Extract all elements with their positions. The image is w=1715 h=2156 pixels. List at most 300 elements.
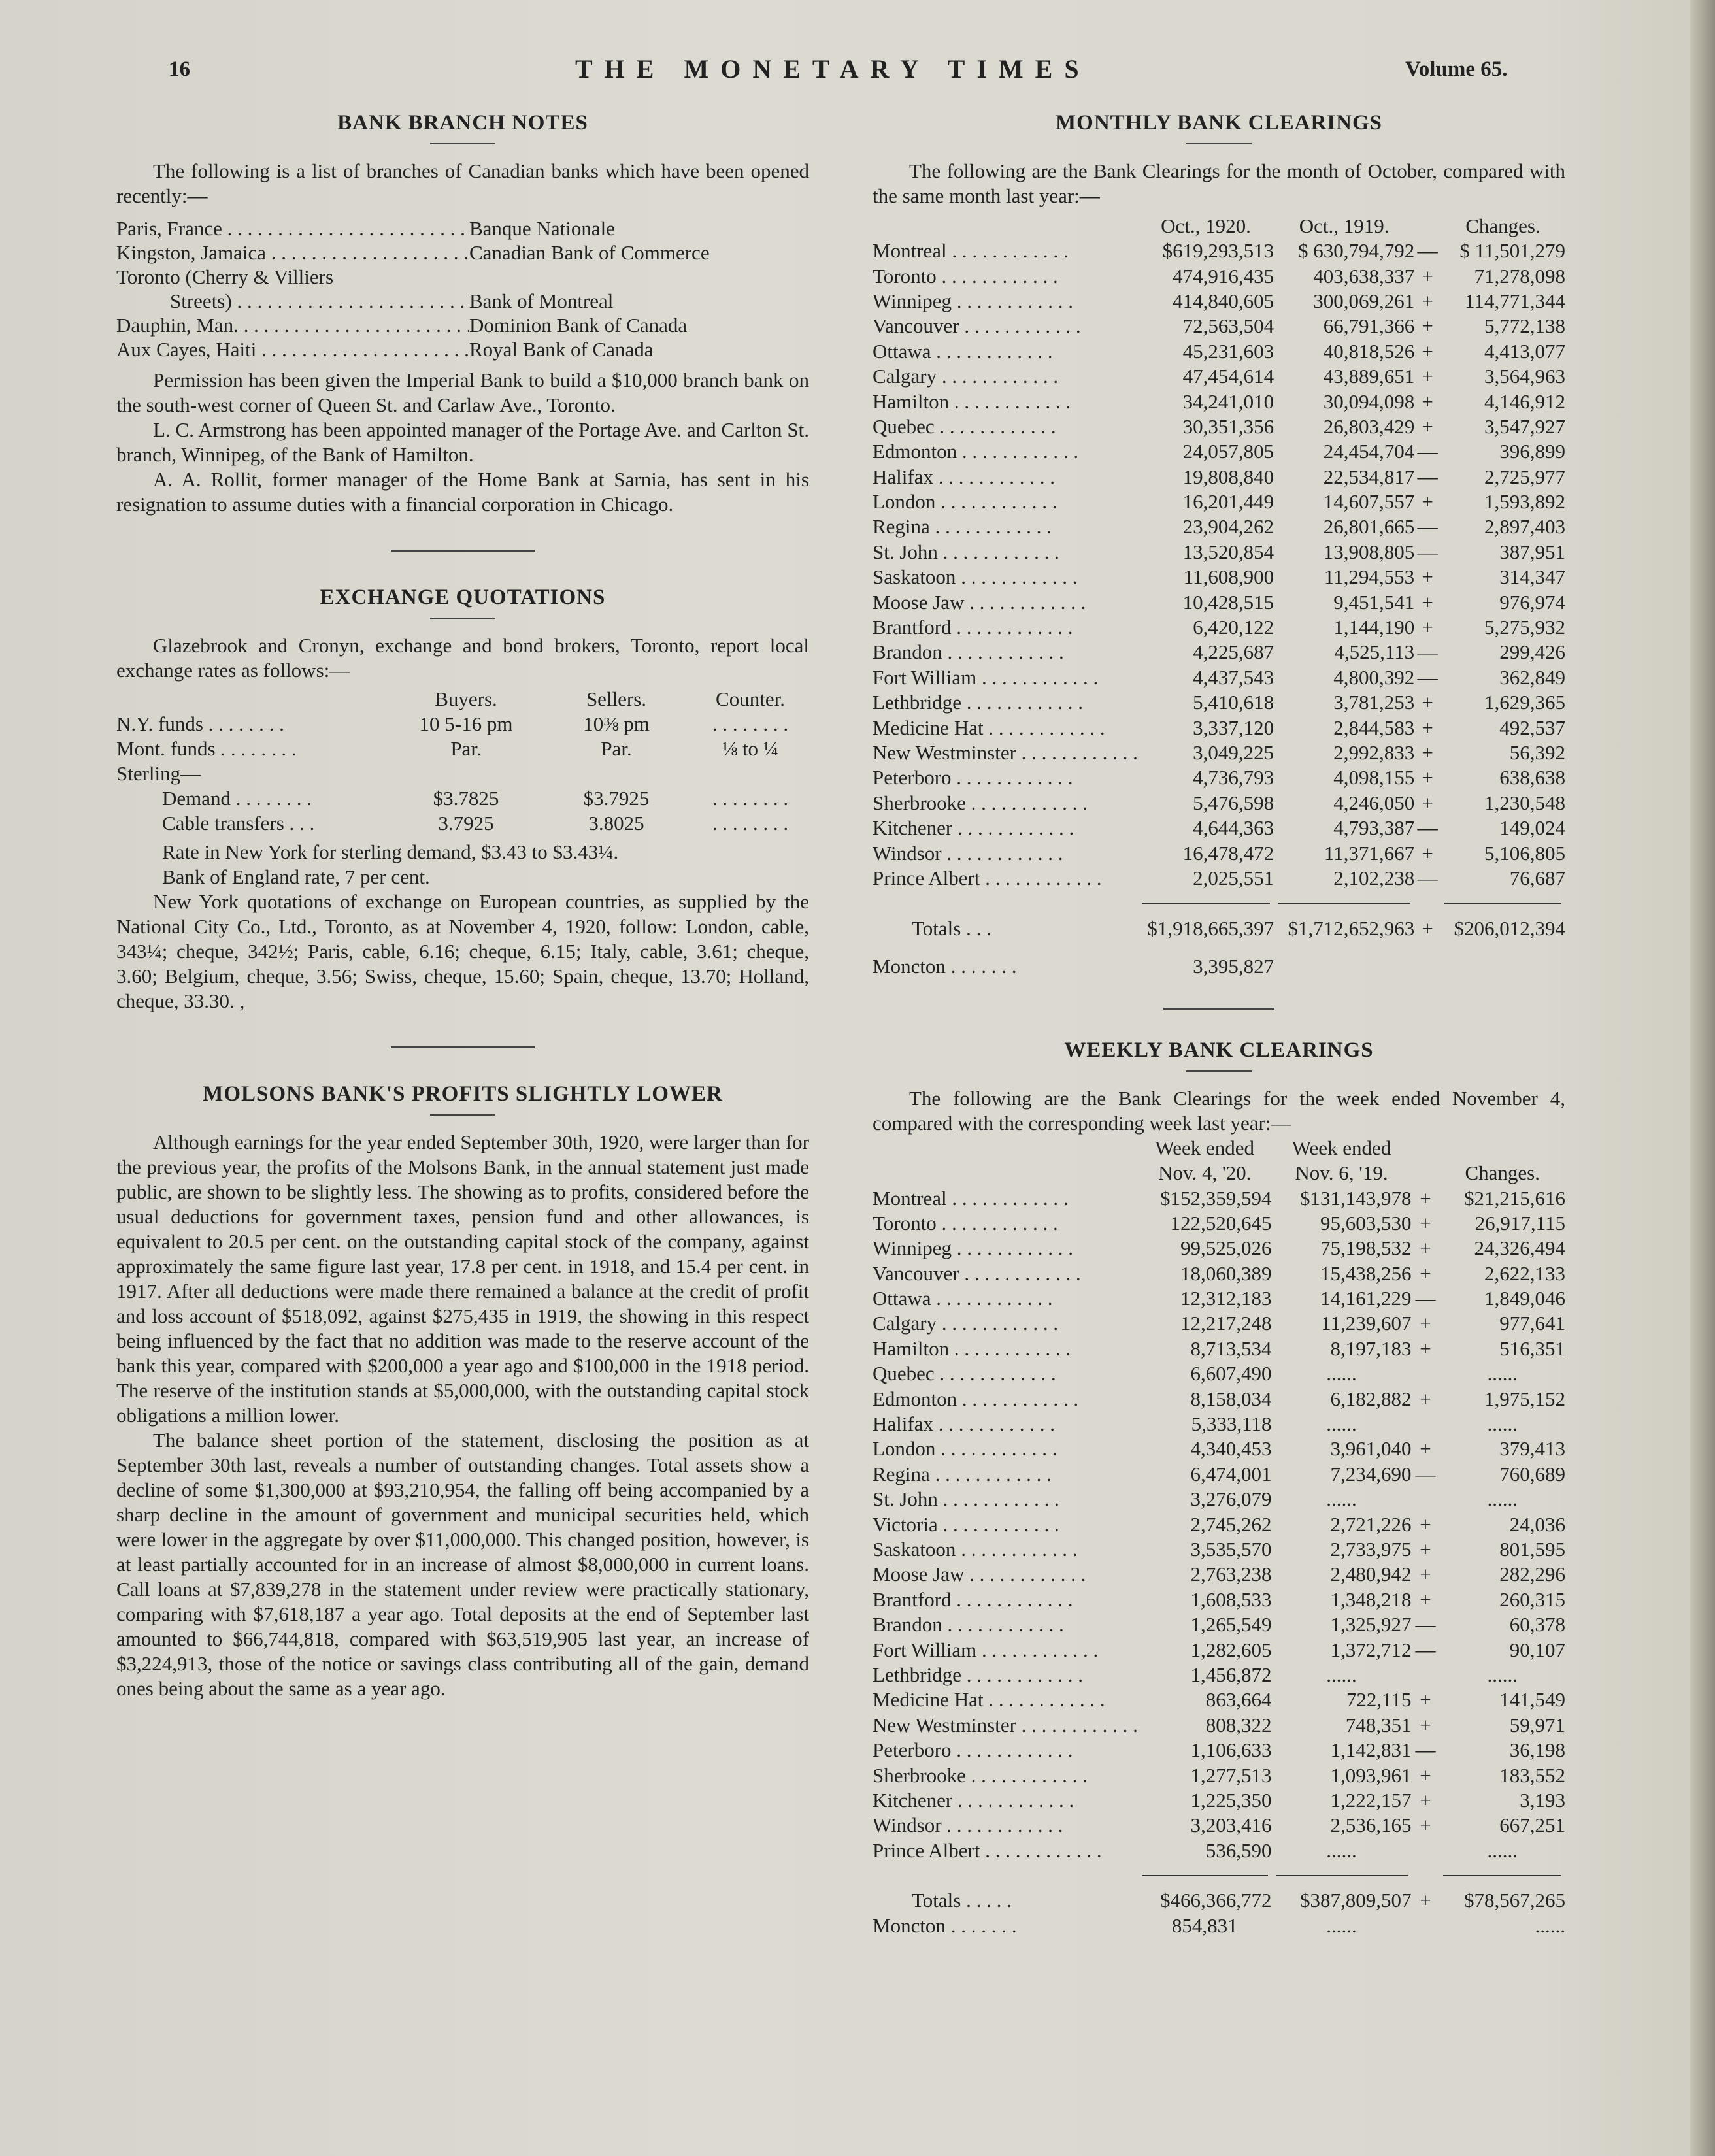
cell: 18,060,389: [1180, 1261, 1272, 1285]
intro-paragraph: Glazebrook and Cronyn, exchange and bond brokers, Toronto, report local exchange rates as follows:—: [116, 634, 809, 682]
cell: +: [1422, 766, 1433, 789]
monthly-clearings-table: [873, 214, 1565, 979]
section-divider: [391, 550, 535, 552]
masthead-title: THE MONETARY TIMES: [575, 54, 1091, 84]
title-rule: [1186, 1070, 1252, 1072]
cell: 16,201,449: [1182, 490, 1274, 514]
rate-note: Bank of England rate, 7 per cent.: [162, 865, 430, 888]
cell: +: [1420, 1211, 1431, 1235]
row-label: Regina . . .: [873, 1462, 1138, 1487]
cell: +: [1422, 916, 1433, 940]
cell: +: [1422, 841, 1433, 865]
row-label: London . . .: [873, 1436, 1138, 1461]
row-label: Ottawa . . .: [873, 1286, 1138, 1311]
cell: +: [1422, 616, 1433, 639]
cell: ......: [1487, 1487, 1518, 1511]
cell: 314,347: [1499, 565, 1565, 589]
branch-place: Aux Cayes, Haiti . . .: [116, 337, 469, 361]
table-row: [873, 1436, 1565, 1461]
cell: $1,712,652,963: [1288, 916, 1415, 940]
cell: 14,161,229: [1320, 1287, 1412, 1310]
branch-place: Dauphin, Man. . . .: [116, 313, 469, 337]
cell: +: [1420, 1186, 1431, 1210]
cell: —: [1417, 540, 1438, 563]
cell: 1,222,157: [1330, 1788, 1412, 1812]
row-label: Winnipeg . . .: [873, 289, 1138, 314]
table-row: [873, 715, 1565, 740]
cell: +: [1422, 414, 1433, 438]
cell: 1,629,365: [1484, 691, 1565, 714]
cell: [1412, 1361, 1440, 1386]
cell: 36,198: [1509, 1738, 1565, 1762]
cell: 492,537: [1499, 716, 1565, 739]
row-label: Medicine Hat . . .: [873, 715, 1138, 740]
table-row: [873, 765, 1565, 790]
rate-note: Rate in New York for sterling demand, $3.43 to $3.43¼.: [162, 840, 619, 863]
cell: 4,146,912: [1484, 390, 1565, 413]
cell: —: [1417, 440, 1438, 463]
cell: ......: [1487, 1412, 1518, 1436]
table-row: [873, 589, 1565, 614]
cell: 14,607,557: [1323, 490, 1415, 514]
cell: ......: [1326, 1412, 1357, 1436]
table-row: [873, 1687, 1565, 1712]
cell: ......: [1487, 1362, 1518, 1385]
col-header: Week ended: [1291, 1136, 1391, 1160]
cell: 2,102,238: [1333, 866, 1415, 889]
cell: 4,644,363: [1193, 816, 1274, 840]
col-header-counter: Counter.: [716, 688, 785, 710]
intro-paragraph: The following are the Bank Clearings for the week ended November 4, compared with the corresponding week last year:—: [873, 1087, 1565, 1135]
table-row: [873, 1286, 1565, 1311]
table-row: [873, 1562, 1565, 1587]
cell: 1,348,218: [1330, 1587, 1412, 1611]
cell: 638,638: [1499, 766, 1565, 789]
cell: 1,849,046: [1484, 1287, 1565, 1310]
row-label: Peterboro . . .: [873, 1738, 1138, 1763]
cell: 13,908,805: [1323, 540, 1415, 563]
cell: 183,552: [1499, 1763, 1565, 1787]
cell: —: [1415, 1738, 1436, 1762]
cell: +: [1422, 339, 1433, 363]
row-label: Demand . . .: [116, 786, 391, 811]
branch-bank: Royal Bank of Canada: [469, 338, 654, 361]
branch-row: [116, 337, 809, 361]
cell: 6,182,882: [1330, 1387, 1412, 1410]
cell: +: [1420, 1587, 1431, 1611]
row-label: Brandon . . .: [873, 640, 1138, 665]
cell: 976,974: [1499, 590, 1565, 614]
row-label: Quebec . . .: [873, 1361, 1138, 1386]
table-row: [873, 414, 1565, 439]
cell: 748,351: [1345, 1713, 1412, 1736]
table-row: [873, 740, 1565, 765]
row-label: Vancouver . . .: [873, 314, 1138, 339]
cell: 2,763,238: [1190, 1563, 1272, 1586]
row-label: Medicine Hat . . .: [873, 1687, 1138, 1712]
cell: —: [1417, 239, 1438, 263]
cell: 854,831: [1171, 1914, 1238, 1937]
empty-header: [873, 214, 1138, 239]
branch-bank: Canadian Bank of Commerce: [469, 241, 710, 264]
cell: ......: [1326, 1663, 1357, 1686]
row-label: New Westminster . . .: [873, 740, 1138, 765]
cell: 4,246,050: [1333, 791, 1415, 814]
cell: 379,413: [1499, 1437, 1565, 1461]
cell: 396,899: [1499, 440, 1565, 463]
cell: 11,239,607: [1321, 1312, 1412, 1335]
cell: 30,094,098: [1323, 390, 1415, 413]
cell: $3.7925: [583, 787, 650, 810]
table-row: [116, 811, 809, 836]
cell: 2,622,133: [1484, 1261, 1565, 1285]
cell: 10⅜ pm: [583, 712, 650, 735]
branch-place: Streets) . . .: [116, 289, 469, 313]
col-header: Changes.: [1465, 214, 1540, 237]
table-row: [873, 1838, 1565, 1863]
col-header: Oct., 1920.: [1161, 214, 1251, 237]
col-header: Week ended: [1155, 1136, 1255, 1160]
cell: +: [1422, 289, 1433, 312]
row-label: Kitchener . . .: [873, 1788, 1138, 1813]
cell: —: [1415, 1638, 1436, 1661]
row-label: London . . .: [873, 489, 1138, 514]
branch-place: Kingston, Jamaica . . .: [116, 240, 469, 265]
table-row: [873, 514, 1565, 539]
cell: +: [1420, 1236, 1431, 1260]
cell: —: [1417, 665, 1438, 689]
cell: 24,454,704: [1323, 440, 1415, 463]
row-label: Halifax . . .: [873, 465, 1138, 489]
row-label: Saskatoon . . .: [873, 565, 1138, 589]
section-title: EXCHANGE QUOTATIONS: [320, 586, 606, 609]
left-column: [116, 111, 809, 1701]
cell: $ 11,501,279: [1459, 239, 1565, 263]
row-label: Edmonton . . .: [873, 439, 1138, 464]
cell: 2,733,975: [1330, 1537, 1412, 1561]
cell: 22,534,817: [1323, 465, 1415, 488]
cell: 3,547,927: [1484, 414, 1565, 438]
col-header: Changes.: [1465, 1161, 1540, 1185]
cell: 8,158,034: [1190, 1387, 1272, 1410]
section-title: BANK BRANCH NOTES: [337, 111, 588, 135]
moncton-row: [873, 1914, 1565, 1938]
cell: 536,590: [1205, 1838, 1272, 1862]
cell: 5,333,118: [1191, 1412, 1272, 1436]
cell: 16,478,472: [1182, 841, 1274, 865]
cell: 282,296: [1499, 1563, 1565, 1586]
row-label: Moncton . . . . . . .: [873, 955, 1017, 978]
row-label: N.Y. funds . . .: [116, 712, 391, 737]
cell: +: [1420, 1336, 1431, 1360]
row-label: Prince Albert . . .: [873, 866, 1138, 891]
table-row: [873, 1412, 1565, 1436]
table-row: [116, 761, 809, 786]
cell: 1,106,633: [1190, 1738, 1272, 1762]
row-label: Saskatoon . . .: [873, 1537, 1138, 1562]
cell: 667,251: [1499, 1814, 1565, 1837]
cell: 260,315: [1499, 1587, 1565, 1611]
row-label: New Westminster . . .: [873, 1713, 1138, 1738]
table-row: [873, 489, 1565, 514]
cell: 1,593,892: [1484, 490, 1565, 514]
cell: 1,277,513: [1190, 1763, 1272, 1787]
article-paragraph: Although earnings for the year ended September 30th, 1920, were larger than for the previous year, the profits of the Molsons Bank, in the annual statement just made public, are shown to be slightly less. The showing as to profits, considered before the usual deductions for government taxes, pension fund and other allowances, is equivalent to 20.5 per cent. on the outstanding capital stock of the company, against approximately the same figure last year, 17.8 per cent. in 1918, and 15.4 per cent. in 1917. After all deductions were made there remained a balance at the credit of profit and loss account of $518,092, against $275,435 in 1919, the showing in this respect being influenced by the fact that no addition was made to the reserve account of the bank this year, compared with $200,000 a year ago and $100,000 in the 1918 period. The reserve of the institution stands at $5,000,000, with the outstanding capital stock obligations a million lower.: [116, 1131, 809, 1427]
table-row: [873, 816, 1565, 840]
cell: 4,525,113: [1334, 640, 1415, 664]
cell: 45,231,603: [1182, 339, 1274, 363]
cell: 3.7925: [438, 812, 494, 835]
table-row: [873, 1311, 1565, 1336]
cell: 24,057,805: [1182, 440, 1274, 463]
table-row: [116, 712, 809, 737]
cell: +: [1422, 390, 1433, 413]
cell: 1,093,961: [1330, 1763, 1412, 1787]
cell: $387,809,507: [1300, 1889, 1412, 1912]
title-rule: [430, 618, 495, 619]
table-row: [873, 1512, 1565, 1536]
cell: 6,607,490: [1190, 1362, 1272, 1385]
cell: +: [1422, 741, 1433, 764]
page-header: [0, 54, 1715, 93]
cell: $78,567,265: [1464, 1889, 1565, 1912]
table-body: [873, 1186, 1565, 1863]
cell: 15,438,256: [1320, 1261, 1412, 1285]
table-row: [873, 1236, 1565, 1261]
cell: 1,372,712: [1330, 1638, 1412, 1661]
cell: 299,426: [1499, 640, 1565, 664]
branch-bank: Banque Nationale: [469, 217, 615, 240]
cell: 5,772,138: [1484, 314, 1565, 338]
cell: 59,971: [1509, 1713, 1565, 1736]
cell: 11,294,553: [1324, 565, 1415, 589]
cell: +: [1422, 314, 1433, 338]
table-row: [873, 1763, 1565, 1787]
table-row: [873, 339, 1565, 364]
row-label: Calgary . . .: [873, 1311, 1138, 1336]
cell: 43,889,651: [1323, 365, 1415, 388]
cell: 24,326,494: [1474, 1236, 1565, 1260]
cell: —: [1417, 465, 1438, 488]
cell: 722,115: [1346, 1688, 1412, 1712]
branch-place-line: Toronto (Cherry & Villiers: [116, 265, 334, 288]
intro-paragraph: The following are the Bank Clearings for the month of October, compared with the same month last year:—: [873, 159, 1565, 207]
row-label: Toronto . . .: [873, 263, 1138, 288]
branch-list: [116, 216, 809, 361]
table-row: [873, 1537, 1565, 1562]
row-label: Moose Jaw . . .: [873, 589, 1138, 614]
cell: 4,098,155: [1333, 766, 1415, 789]
total-rule: [873, 891, 1565, 916]
cell: [691, 712, 809, 737]
cell: [1412, 1412, 1440, 1436]
cell: 863,664: [1205, 1688, 1272, 1712]
cell: 114,771,344: [1465, 289, 1565, 312]
cell: 141,549: [1499, 1688, 1565, 1712]
cell: $619,293,513: [1162, 239, 1274, 263]
weekly-clearings-section: [873, 1038, 1565, 1938]
cell: 300,069,261: [1313, 289, 1415, 312]
cell: 2,745,262: [1190, 1512, 1272, 1536]
cell: 414,840,605: [1173, 289, 1274, 312]
col-header-buyers: Buyers.: [435, 688, 497, 710]
cell: 66,791,366: [1323, 314, 1415, 338]
cell: ......: [1326, 1487, 1357, 1511]
table-row: [873, 1211, 1565, 1236]
monthly-clearings-section: [873, 111, 1565, 979]
cell: [691, 786, 809, 811]
row-label: Sherbrooke . . .: [873, 791, 1138, 816]
notes-paragraph: A. A. Rollit, former manager of the Home Bank at Sarnia, has sent in his resignation to assume duties with a financial corporation in Chicago.: [116, 468, 809, 516]
table-row: [873, 840, 1565, 865]
page-number: 16: [169, 58, 190, 81]
cell: 1,230,548: [1484, 791, 1565, 814]
cell: 30,351,356: [1182, 414, 1274, 438]
row-label: Brandon . . .: [873, 1612, 1138, 1637]
cell: $21,215,616: [1464, 1186, 1565, 1210]
cell: +: [1420, 1713, 1431, 1736]
table-row: [873, 1587, 1565, 1612]
cell: ......: [1535, 1914, 1565, 1937]
cell: 1,975,152: [1484, 1387, 1565, 1410]
cell: —: [1415, 1287, 1436, 1310]
branch-bank: Dominion Bank of Canada: [469, 314, 688, 337]
cell: 122,520,645: [1170, 1211, 1272, 1235]
cell: 60,378: [1509, 1613, 1565, 1636]
cell: 2,897,403: [1484, 515, 1565, 539]
table-row: [873, 1713, 1565, 1738]
branch-row: [116, 289, 809, 313]
cell: 71,278,098: [1474, 264, 1565, 288]
row-label: Cable transfers . . .: [162, 812, 315, 835]
cell: 3,203,416: [1190, 1814, 1272, 1837]
cell: 3,193: [1520, 1788, 1565, 1812]
row-label: Moose Jaw . . .: [873, 1562, 1138, 1587]
table-row: [873, 690, 1565, 715]
notes-paragraph: L. C. Armstrong has been appointed manager of the Portage Ave. and Carlton St. branch, Winnipeg, of the Bank of Hamilton.: [116, 418, 809, 466]
cell: $206,012,394: [1454, 916, 1565, 940]
branch-row: [116, 240, 809, 265]
table-row: [873, 1462, 1565, 1487]
row-label: Brantford . . .: [873, 615, 1138, 640]
table-row: [873, 1738, 1565, 1763]
table-row: [873, 1813, 1565, 1838]
cell: [1412, 1663, 1440, 1687]
cell: 4,225,687: [1193, 640, 1274, 664]
cell: 12,217,248: [1180, 1312, 1272, 1335]
row-label: Hamilton . . .: [873, 1336, 1138, 1361]
row-label: Calgary . . .: [873, 364, 1138, 389]
cell: —: [1415, 1613, 1436, 1636]
weekly-clearings-table: [873, 1136, 1565, 1938]
cell: +: [1420, 1814, 1431, 1837]
cell: 6,474,001: [1190, 1462, 1272, 1485]
section-title: MONTHLY BANK CLEARINGS: [1056, 111, 1382, 135]
cell: +: [1420, 1537, 1431, 1561]
cell: 90,107: [1509, 1638, 1565, 1661]
cell: +: [1422, 691, 1433, 714]
table-row: [873, 239, 1565, 263]
cell: 387,951: [1499, 540, 1565, 563]
exchange-quotations-section: [116, 586, 809, 1014]
right-column: [873, 111, 1565, 1938]
quotations-paragraph: New York quotations of exchange on European countries, as supplied by the National City Co., Ltd., Toronto, as at November 4, 1920, follow: London, cable, 343¼; cheque, 342½; Paris, cable, 6.16; cheque, 6.15; Italy, cable, 3.61; cheque, 3.60; Belgium, cheque, 3.56; Swiss, cheque, 15.60; Spain, cheque, 13.70; Holland, cheque, 33.30. ,: [116, 890, 809, 1012]
bank-branch-notes-section: [116, 111, 809, 517]
section-divider: [391, 1046, 535, 1048]
cell: —: [1417, 816, 1438, 840]
cell: 2,480,942: [1330, 1563, 1412, 1586]
cell: 1,142,831: [1330, 1738, 1412, 1762]
cell: 403,638,337: [1313, 264, 1415, 288]
cell: 7,234,690: [1330, 1462, 1412, 1485]
cell: +: [1422, 791, 1433, 814]
table-row: [873, 1361, 1565, 1386]
table-body: [873, 239, 1565, 891]
cell: [691, 811, 809, 836]
row-label: Totals . . . . .: [912, 1889, 1012, 1912]
section-divider: [1163, 1008, 1274, 1010]
cell: 2,536,165: [1330, 1814, 1412, 1837]
table-row: [873, 1637, 1565, 1662]
cell: [1412, 1838, 1440, 1863]
branch-bank: Bank of Montreal: [469, 290, 614, 312]
cell: [1412, 1487, 1440, 1512]
branch-row: [116, 313, 809, 337]
cell: 72,563,504: [1182, 314, 1274, 338]
col-header-sellers: Sellers.: [586, 688, 647, 710]
row-label: Quebec . . .: [873, 414, 1138, 439]
cell: 12,312,183: [1180, 1287, 1272, 1310]
cell: 2,025,551: [1193, 866, 1274, 889]
table-row: [873, 1487, 1565, 1512]
cell: 2,721,226: [1330, 1512, 1412, 1536]
table-row: [873, 640, 1565, 665]
cell: 3,961,040: [1330, 1437, 1412, 1461]
cell: 13,520,854: [1182, 540, 1274, 563]
table-row: [873, 1261, 1565, 1286]
cell: 4,340,453: [1190, 1437, 1272, 1461]
cell: 6,420,122: [1193, 616, 1274, 639]
section-title: WEEKLY BANK CLEARINGS: [1064, 1038, 1374, 1063]
cell: +: [1420, 1889, 1431, 1912]
page-binding-edge: [1690, 0, 1715, 2156]
cell: $ 630,794,792: [1297, 239, 1415, 263]
cell: 24,036: [1509, 1512, 1565, 1536]
totals-row: [873, 916, 1565, 941]
cell: 8,713,534: [1190, 1336, 1272, 1360]
exchange-table: [116, 687, 809, 836]
table-row: [873, 1663, 1565, 1687]
cell: $152,359,594: [1160, 1186, 1272, 1210]
cell: 4,793,387: [1333, 816, 1415, 840]
table-row: [873, 1788, 1565, 1813]
cell: 1,282,605: [1190, 1638, 1272, 1661]
cell: +: [1422, 264, 1433, 288]
cell: 11,371,667: [1324, 841, 1415, 865]
row-label: Vancouver . . .: [873, 1261, 1138, 1286]
row-label: Mont. funds . . .: [116, 737, 391, 761]
cell: 1,265,549: [1190, 1613, 1272, 1636]
moncton-row: [873, 954, 1565, 979]
cell: ......: [1326, 1914, 1357, 1937]
row-label: Brantford . . .: [873, 1587, 1138, 1612]
table-row: [116, 786, 809, 811]
cell: +: [1420, 1763, 1431, 1787]
cell: —: [1417, 640, 1438, 664]
cell: 10 5-16 pm: [419, 712, 513, 735]
table-row: [873, 565, 1565, 589]
row-label: Montreal . . .: [873, 239, 1138, 263]
